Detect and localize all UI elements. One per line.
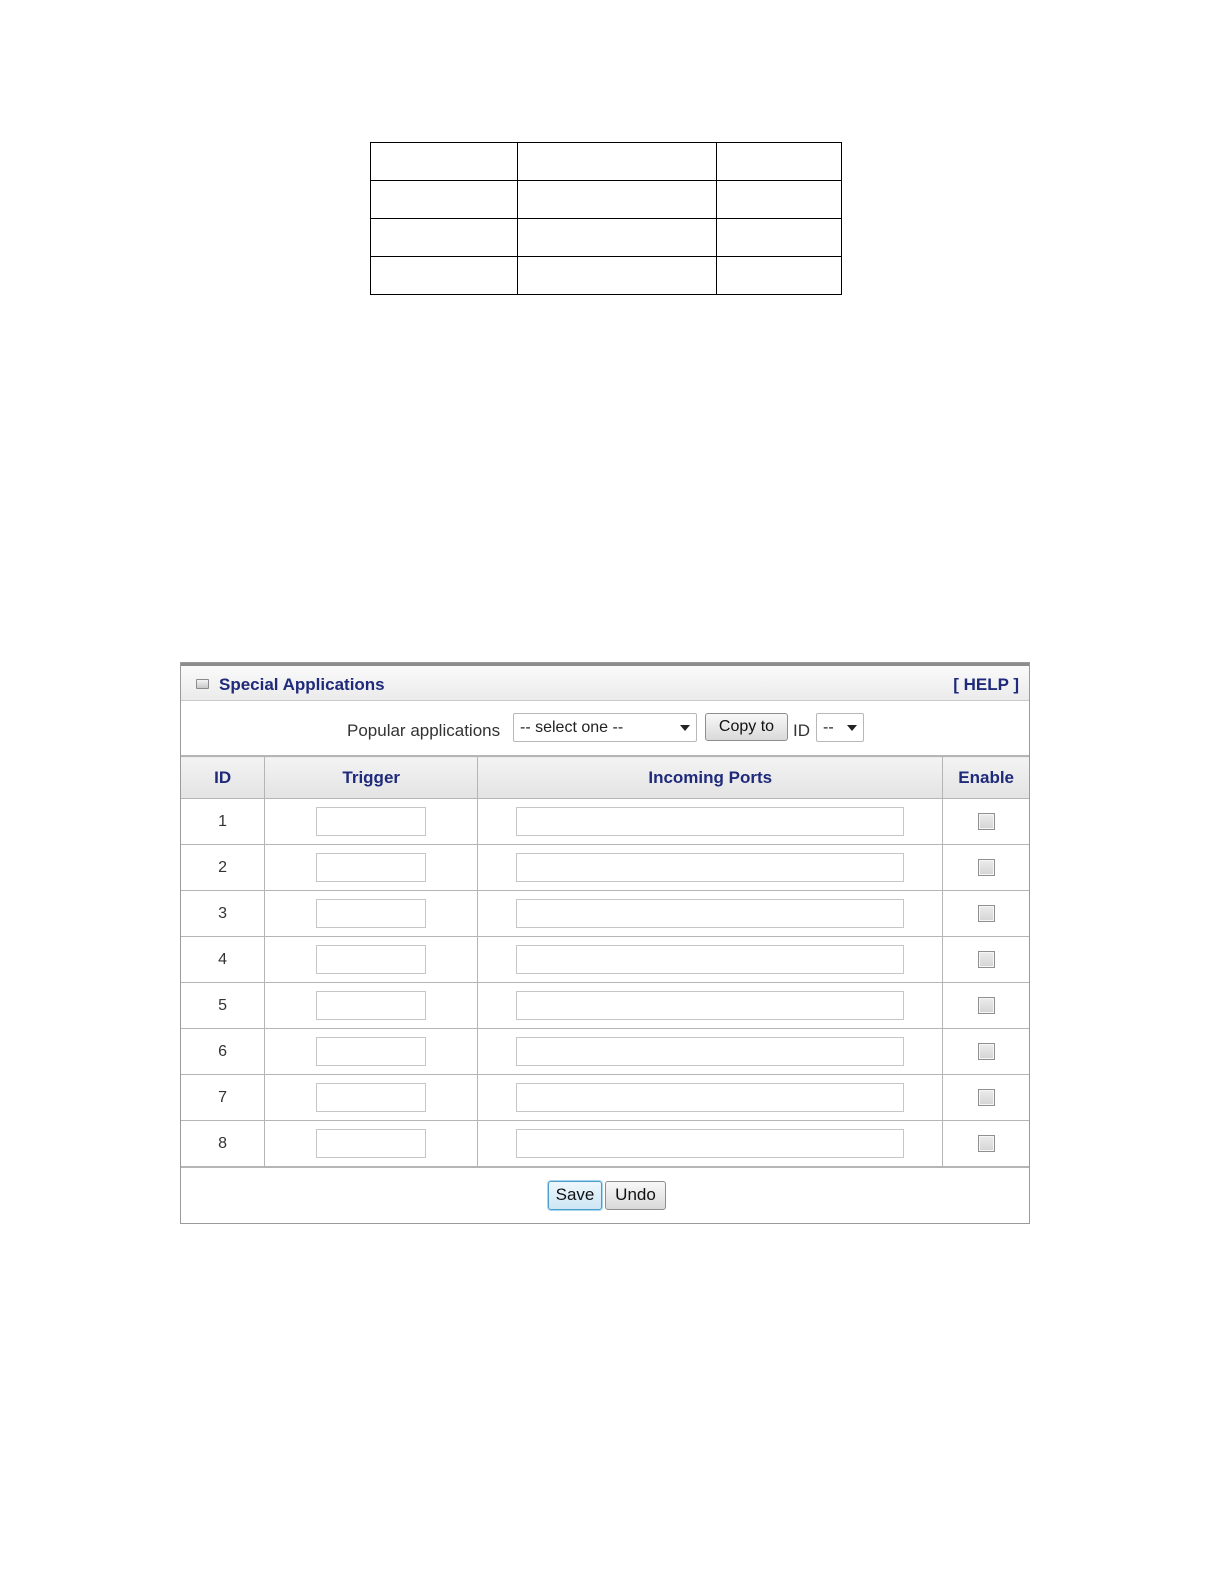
- table-row: [181, 799, 1029, 845]
- row-id: 3: [181, 891, 265, 937]
- popular-applications-row: [181, 701, 1029, 756]
- table-row: [181, 891, 1029, 937]
- trigger-input[interactable]: [316, 1129, 426, 1158]
- ports-cell: [478, 1029, 943, 1075]
- table-row: [181, 937, 1029, 983]
- column-header-incoming-ports: Incoming Ports: [478, 757, 943, 799]
- incoming-ports-input[interactable]: [516, 807, 904, 836]
- popular-applications-label: Popular applications: [347, 721, 501, 740]
- grid-row: [371, 181, 842, 219]
- panel-bullet-icon: [196, 679, 209, 689]
- table-row: [181, 845, 1029, 891]
- enable-checkbox[interactable]: [978, 1043, 995, 1060]
- enable-cell: [943, 845, 1029, 891]
- popular-applications-select[interactable]: [513, 713, 697, 742]
- chevron-down-icon: [680, 725, 690, 731]
- ports-cell: [478, 1075, 943, 1121]
- ports-cell: [478, 799, 943, 845]
- table-header-row: [181, 757, 1029, 799]
- copy-to-button[interactable]: Copy to: [705, 713, 788, 741]
- row-id: 6: [181, 1029, 265, 1075]
- chevron-down-icon: [847, 725, 857, 731]
- trigger-input[interactable]: [316, 899, 426, 928]
- incoming-ports-input[interactable]: [516, 945, 904, 974]
- enable-cell: [943, 983, 1029, 1029]
- enable-checkbox[interactable]: [978, 997, 995, 1014]
- enable-cell: [943, 1029, 1029, 1075]
- trigger-cell: [265, 799, 478, 845]
- enable-checkbox[interactable]: [978, 905, 995, 922]
- trigger-cell: [265, 891, 478, 937]
- column-header-id: ID: [181, 757, 265, 799]
- row-id: 5: [181, 983, 265, 1029]
- form-buttons-row: [181, 1167, 1029, 1223]
- row-id: 7: [181, 1075, 265, 1121]
- grid-row: [371, 219, 842, 257]
- column-header-enable: Enable: [943, 757, 1029, 799]
- enable-cell: [943, 799, 1029, 845]
- row-id: 1: [181, 799, 265, 845]
- panel-title: Special Applications: [219, 675, 385, 694]
- enable-checkbox[interactable]: [978, 813, 995, 830]
- trigger-input[interactable]: [316, 991, 426, 1020]
- id-select[interactable]: [816, 713, 864, 742]
- incoming-ports-input[interactable]: [516, 853, 904, 882]
- popular-select-value: -- select one --: [520, 719, 624, 736]
- grid-row: [371, 257, 842, 295]
- incoming-ports-input[interactable]: [516, 899, 904, 928]
- grid-cell: [371, 219, 518, 257]
- enable-cell: [943, 1121, 1029, 1167]
- grid-cell: [371, 181, 518, 219]
- panel-header: [181, 663, 1029, 701]
- grid-cell: [518, 257, 717, 295]
- undo-button[interactable]: Undo: [605, 1181, 666, 1210]
- grid-cell: [717, 257, 842, 295]
- column-header-trigger: Trigger: [265, 757, 478, 799]
- trigger-input[interactable]: [316, 1037, 426, 1066]
- enable-cell: [943, 1075, 1029, 1121]
- trigger-cell: [265, 1121, 478, 1167]
- grid-cell: [717, 143, 842, 181]
- id-label: ID: [793, 721, 810, 740]
- table-row: [181, 983, 1029, 1029]
- incoming-ports-input[interactable]: [516, 1037, 904, 1066]
- incoming-ports-input[interactable]: [516, 1083, 904, 1112]
- special-applications-panel: [180, 662, 1030, 1224]
- enable-checkbox[interactable]: [978, 1089, 995, 1106]
- ports-cell: [478, 891, 943, 937]
- grid-cell: [518, 219, 717, 257]
- grid-cell: [371, 257, 518, 295]
- trigger-input[interactable]: [316, 853, 426, 882]
- enable-cell: [943, 937, 1029, 983]
- trigger-cell: [265, 1029, 478, 1075]
- trigger-input[interactable]: [316, 1083, 426, 1112]
- grid-row: [371, 143, 842, 181]
- trigger-input[interactable]: [316, 945, 426, 974]
- enable-checkbox[interactable]: [978, 859, 995, 876]
- grid-cell: [518, 181, 717, 219]
- incoming-ports-input[interactable]: [516, 991, 904, 1020]
- id-select-value: --: [823, 719, 834, 736]
- table-row: [181, 1029, 1029, 1075]
- ports-cell: [478, 983, 943, 1029]
- ports-cell: [478, 937, 943, 983]
- row-id: 4: [181, 937, 265, 983]
- help-link[interactable]: [ HELP ]: [953, 675, 1019, 694]
- enable-checkbox[interactable]: [978, 1135, 995, 1152]
- trigger-cell: [265, 1075, 478, 1121]
- trigger-cell: [265, 983, 478, 1029]
- row-id: 8: [181, 1121, 265, 1167]
- table-row: [181, 1075, 1029, 1121]
- save-button[interactable]: Save: [548, 1181, 602, 1210]
- enable-cell: [943, 891, 1029, 937]
- incoming-ports-input[interactable]: [516, 1129, 904, 1158]
- enable-checkbox[interactable]: [978, 951, 995, 968]
- special-applications-table: [181, 756, 1029, 1167]
- row-id: 2: [181, 845, 265, 891]
- trigger-cell: [265, 937, 478, 983]
- ports-cell: [478, 1121, 943, 1167]
- trigger-cell: [265, 845, 478, 891]
- grid-cell: [371, 143, 518, 181]
- ports-cell: [478, 845, 943, 891]
- grid-cell: [717, 181, 842, 219]
- grid-cell: [518, 143, 717, 181]
- grid-cell: [717, 219, 842, 257]
- trigger-input[interactable]: [316, 807, 426, 836]
- table-row: [181, 1121, 1029, 1167]
- empty-grid-table: [370, 142, 842, 295]
